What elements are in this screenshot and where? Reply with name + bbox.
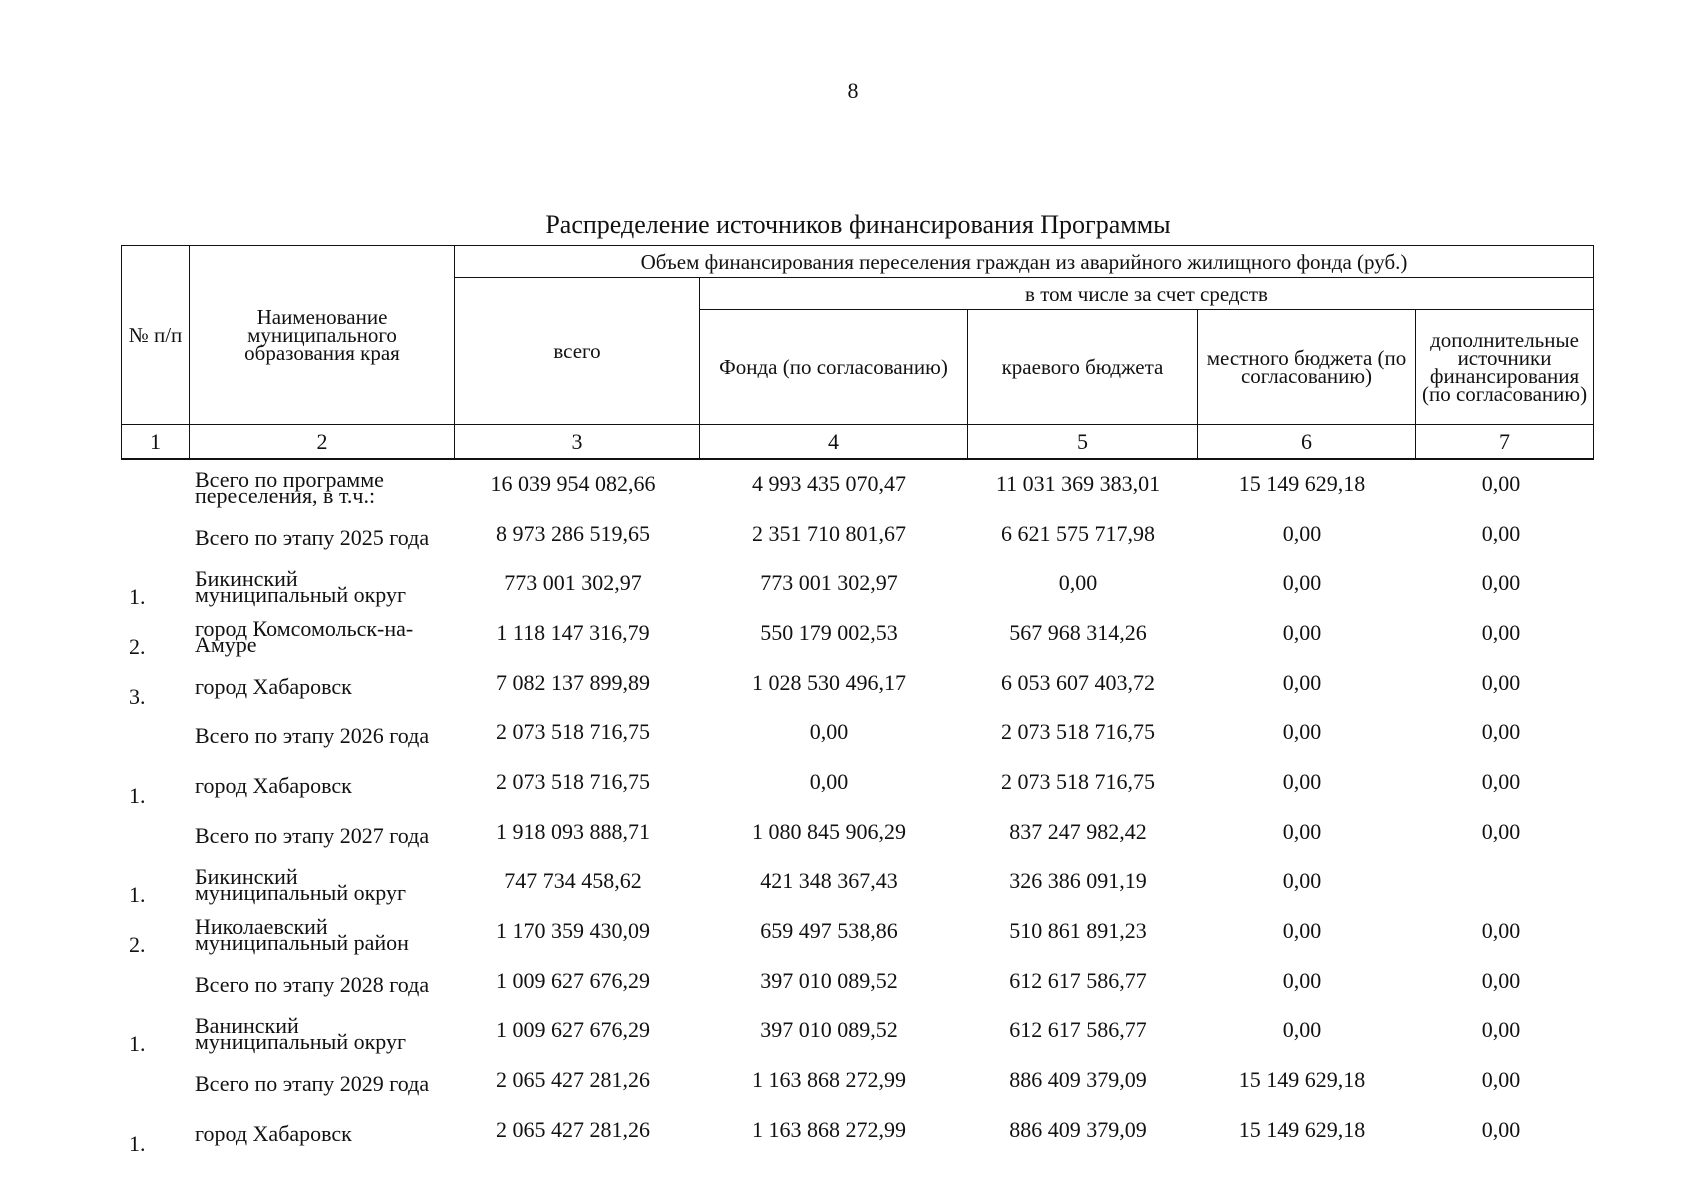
row-name: город Комсомольск-на-Амуре — [195, 615, 414, 657]
value-total: 1 170 359 430,09 — [496, 918, 650, 944]
value-total: 2 065 427 281,26 — [496, 1116, 650, 1142]
header-group-sources: в том числе за счет средств — [700, 278, 1594, 310]
header-number: 6 — [1198, 425, 1416, 460]
value-fund: 773 001 302,97 — [760, 570, 898, 596]
table-body — [121, 463, 1593, 1159]
value-extra: 0,00 — [1481, 768, 1521, 794]
row-name: Ванинский муниципальный округ — [195, 1013, 407, 1055]
value-fund: 1 028 530 496,17 — [752, 669, 906, 695]
value-local: 0,00 — [1282, 719, 1322, 745]
value-regional: 612 617 586,77 — [1009, 1017, 1147, 1043]
value-regional: 11 031 369 383,01 — [995, 470, 1161, 496]
value-regional: 6 053 607 403,72 — [1001, 669, 1155, 695]
value-fund: 0,00 — [809, 768, 849, 794]
value-local: 0,00 — [1282, 967, 1322, 993]
value-total: 2 073 518 716,75 — [496, 768, 650, 794]
value-fund: 1 163 868 272,99 — [752, 1116, 906, 1142]
value-extra: 0,00 — [1481, 818, 1521, 844]
row-name: город Хабаровск — [195, 1120, 352, 1146]
value-fund: 550 179 002,53 — [760, 619, 898, 645]
value-extra: 0,00 — [1481, 520, 1521, 546]
table-row — [121, 1059, 1593, 1109]
value-regional: 612 617 586,77 — [1009, 967, 1147, 993]
row-number: 1. — [129, 782, 146, 808]
header-col-number: № п/п — [122, 246, 190, 425]
value-fund: 397 010 089,52 — [760, 967, 898, 993]
value-local: 0,00 — [1282, 520, 1322, 546]
row-name: Бикинский муниципальный округ — [195, 864, 407, 906]
value-local: 0,00 — [1282, 619, 1322, 645]
header-number: 4 — [700, 425, 968, 460]
value-local: 0,00 — [1282, 918, 1322, 944]
value-total: 7 082 137 899,89 — [496, 669, 650, 695]
value-local: 15 149 629,18 — [1238, 1116, 1366, 1142]
value-total: 1 918 093 888,71 — [496, 818, 650, 844]
row-name: Всего по этапу 2025 года — [195, 524, 430, 550]
header-col-name: Наименование муниципального образования края — [190, 246, 455, 425]
value-local: 0,00 — [1282, 818, 1322, 844]
value-extra: 0,00 — [1481, 470, 1521, 496]
table-row — [121, 1109, 1593, 1159]
table-row — [121, 960, 1593, 1010]
value-fund: 0,00 — [809, 719, 849, 745]
table-row — [121, 910, 1593, 960]
table-row — [121, 612, 1593, 662]
value-fund: 397 010 089,52 — [760, 1017, 898, 1043]
row-number: 1. — [129, 1031, 146, 1057]
value-regional: 2 073 518 716,75 — [1001, 719, 1155, 745]
value-extra: 0,00 — [1481, 918, 1521, 944]
value-total: 773 001 302,97 — [504, 570, 642, 596]
value-regional: 567 968 314,26 — [1009, 619, 1147, 645]
header-number: 5 — [968, 425, 1198, 460]
value-extra — [1411, 857, 1591, 907]
header-col-extra: дополнительные источники финансирования (по согласованию) — [1416, 310, 1594, 425]
header-number: 1 — [122, 425, 190, 460]
value-total: 2 065 427 281,26 — [496, 1067, 650, 1093]
header-col-local: местного бюджета (по согласованию) — [1198, 310, 1416, 425]
value-regional: 6 621 575 717,98 — [1001, 520, 1155, 546]
value-local: 0,00 — [1282, 570, 1322, 596]
value-extra: 0,00 — [1481, 619, 1521, 645]
header-col-fund: Фонда (по согласованию) — [700, 310, 968, 425]
value-local: 0,00 — [1282, 669, 1322, 695]
row-number: 1. — [129, 882, 146, 908]
table-row — [121, 1010, 1593, 1060]
header-number: 2 — [190, 425, 455, 460]
header-number-row — [122, 425, 1594, 460]
value-extra: 0,00 — [1481, 1067, 1521, 1093]
table-row — [121, 513, 1593, 563]
value-extra: 0,00 — [1481, 570, 1521, 596]
value-total: 1 118 147 316,79 — [496, 619, 650, 645]
header-number: 3 — [455, 425, 700, 460]
header-group-financing: Объем финансирования переселения граждан из аварийного жилищного фонда (руб.) — [455, 246, 1594, 278]
table-row — [121, 562, 1593, 612]
value-regional: 886 409 379,09 — [1009, 1116, 1147, 1142]
value-local: 0,00 — [1282, 868, 1322, 894]
table-row — [121, 761, 1593, 811]
value-regional: 326 386 091,19 — [1009, 868, 1147, 894]
value-fund: 659 497 538,86 — [760, 918, 898, 944]
row-name: Всего по программе переселения, в т.ч.: — [195, 466, 384, 508]
header-number: 7 — [1416, 425, 1594, 460]
value-local: 15 149 629,18 — [1238, 470, 1366, 496]
row-number: 2. — [129, 633, 146, 659]
page-number: 8 — [847, 78, 859, 103]
value-total: 1 009 627 676,29 — [496, 1017, 650, 1043]
value-local: 15 149 629,18 — [1238, 1067, 1366, 1093]
row-name: Николаевский муниципальный район — [195, 914, 409, 956]
value-local: 0,00 — [1282, 768, 1322, 794]
value-total: 16 039 954 082,66 — [490, 470, 656, 496]
value-total: 2 073 518 716,75 — [496, 719, 650, 745]
value-fund: 4 993 435 070,47 — [752, 470, 906, 496]
row-name: город Хабаровск — [195, 673, 352, 699]
table-row — [121, 662, 1593, 712]
value-regional: 2 073 518 716,75 — [1001, 768, 1155, 794]
table-row — [121, 711, 1593, 761]
value-extra: 0,00 — [1481, 669, 1521, 695]
row-name: Всего по этапу 2027 года — [195, 822, 430, 848]
table-row — [121, 463, 1593, 513]
header-col-total: всего — [455, 278, 700, 425]
value-fund: 1 080 845 906,29 — [752, 818, 906, 844]
header-col-regional: краевого бюджета — [968, 310, 1198, 425]
value-fund: 1 163 868 272,99 — [752, 1067, 906, 1093]
row-name: Всего по этапу 2028 года — [195, 971, 430, 997]
value-regional: 837 247 982,42 — [1009, 818, 1147, 844]
row-number: 2. — [129, 932, 146, 958]
row-number: 1. — [129, 1130, 146, 1156]
row-name: Бикинский муниципальный округ — [195, 566, 407, 608]
value-extra: 0,00 — [1481, 719, 1521, 745]
table-row — [121, 811, 1593, 861]
value-regional: 0,00 — [1058, 570, 1098, 596]
value-total: 8 973 286 519,65 — [496, 520, 650, 546]
value-extra: 0,00 — [1481, 1017, 1521, 1043]
row-name: город Хабаровск — [195, 772, 352, 798]
row-name: Всего по этапу 2026 года — [195, 723, 430, 749]
row-number: 3. — [129, 683, 146, 709]
value-regional: 886 409 379,09 — [1009, 1067, 1147, 1093]
table-row — [121, 861, 1593, 911]
value-regional: 510 861 891,23 — [1009, 918, 1147, 944]
value-extra: 0,00 — [1481, 967, 1521, 993]
value-fund: 421 348 367,43 — [760, 868, 898, 894]
value-local: 0,00 — [1282, 1017, 1322, 1043]
value-extra: 0,00 — [1481, 1116, 1521, 1142]
value-total: 1 009 627 676,29 — [496, 967, 650, 993]
value-fund: 2 351 710 801,67 — [752, 520, 906, 546]
document-title: Распределение источников финансирования Программы — [545, 210, 1171, 239]
row-name: Всего по этапу 2029 года — [195, 1071, 430, 1097]
value-total: 747 734 458,62 — [504, 868, 642, 894]
row-number: 1. — [129, 584, 146, 610]
table-header — [121, 245, 1594, 460]
